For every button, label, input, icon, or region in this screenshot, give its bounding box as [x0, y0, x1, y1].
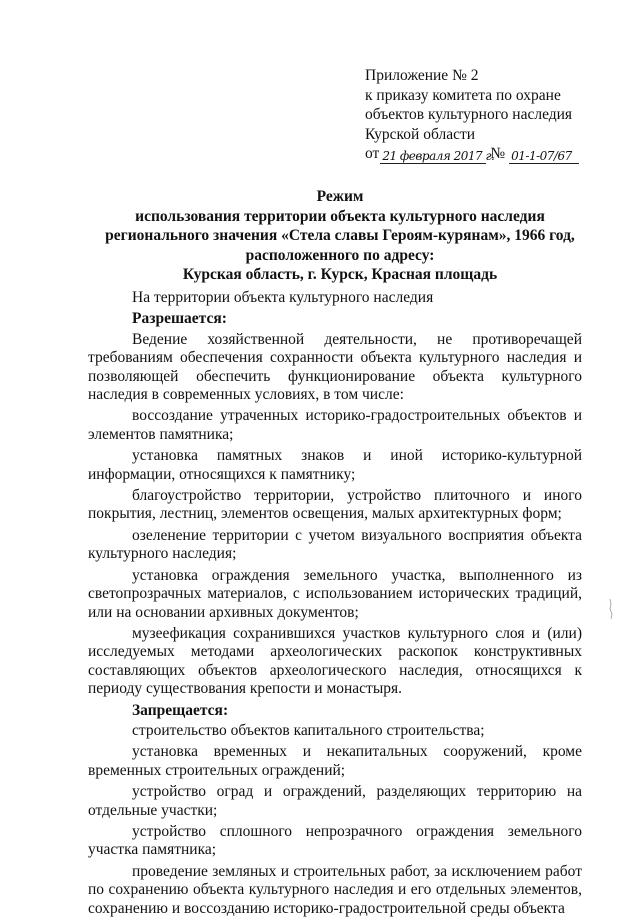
allowed-heading: Разрешается:	[132, 310, 227, 328]
annex-order-ref: к приказу комитета по охране	[365, 86, 561, 104]
document-title	[100, 187, 580, 285]
annex-header	[365, 66, 625, 164]
forbidden-item: проведение земляных и строительных работ, за исключением работ по сохранению объекта культурного наследия и его отдельных элементов, сохранению и воссозданию историко-градостроительной среды объекта	[88, 862, 582, 917]
title-line-2: использования территории объекта культурного наследия	[135, 207, 545, 225]
title-line-4: расположенного по адресу:	[245, 246, 435, 264]
allowed-item: установка ограждения земельного участка, выполненного из светопрозрачных материалов, с использованием исторических традиций, или на основании архивных документов;	[88, 566, 582, 621]
title-line-3: регионального значения «Стела славы Героям-курянам», 1966 год,	[105, 227, 575, 244]
allowed-item: установка памятных знаков и иной историко-культурной информации, относящихся к памятнику;	[88, 447, 582, 483]
scan-artifact-icon	[608, 598, 614, 620]
scan-margin-mark	[608, 598, 614, 620]
handwritten-date: 21 февраля 2017 г.	[382, 148, 495, 163]
allowed-item: Ведение хозяйственной деятельности, не противоречащей требованиям обеспечения сохранности объекта культурного наследия и позволяющей обеспечить функционирование объекта культурного наследия в современных условиях, в том числе:	[88, 330, 582, 404]
forbidden-item: устройство оград и ограждений, разделяющих территорию на отдельные участки;	[88, 783, 582, 819]
title-line-5: Курская область, г. Курск, Красная площадь	[182, 266, 498, 283]
allowed-item: музеефикация сохранившихся участков культурного слоя и (или) исследуемых методами археологических раскопок конструктивных составляющих объектов археологического наследия, относящихся к периоду существования крепости и монастыря.	[88, 624, 582, 698]
intro-paragraph: На территории объекта культурного наследия	[132, 289, 434, 306]
annex-date-line	[365, 144, 625, 164]
annex-region: Курской области	[365, 125, 476, 143]
handwritten-number: 01-1-07/67	[509, 149, 579, 164]
annex-number: Приложение № 2	[365, 67, 479, 84]
document-body	[88, 289, 582, 921]
annex-committee: объектов культурного наследия	[365, 106, 573, 123]
allowed-item: озеленение территории с учетом визуального восприятия объекта культурного наследия;	[88, 526, 582, 563]
date-prefix: от	[365, 145, 380, 162]
number-prefix: №	[490, 145, 506, 162]
forbidden-item: установка временных и некапитальных сооружений, кроме временных строительных ограждений;	[88, 743, 582, 779]
allowed-item: благоустройство территории, устройство плиточного и иного покрытия, лестниц, элементов освещения, малых архитектурных форм;	[88, 487, 582, 523]
forbidden-item: строительство объектов капитального строительства;	[132, 721, 485, 739]
forbidden-item: устройство сплошного непрозрачного ограждения земельного участка памятника;	[88, 822, 582, 859]
title-line-1: Режим	[316, 188, 364, 205]
forbidden-heading: Запрещается:	[132, 701, 229, 719]
allowed-item: воссоздание утраченных историко-градостроительных объектов и элементов памятника;	[88, 407, 582, 443]
